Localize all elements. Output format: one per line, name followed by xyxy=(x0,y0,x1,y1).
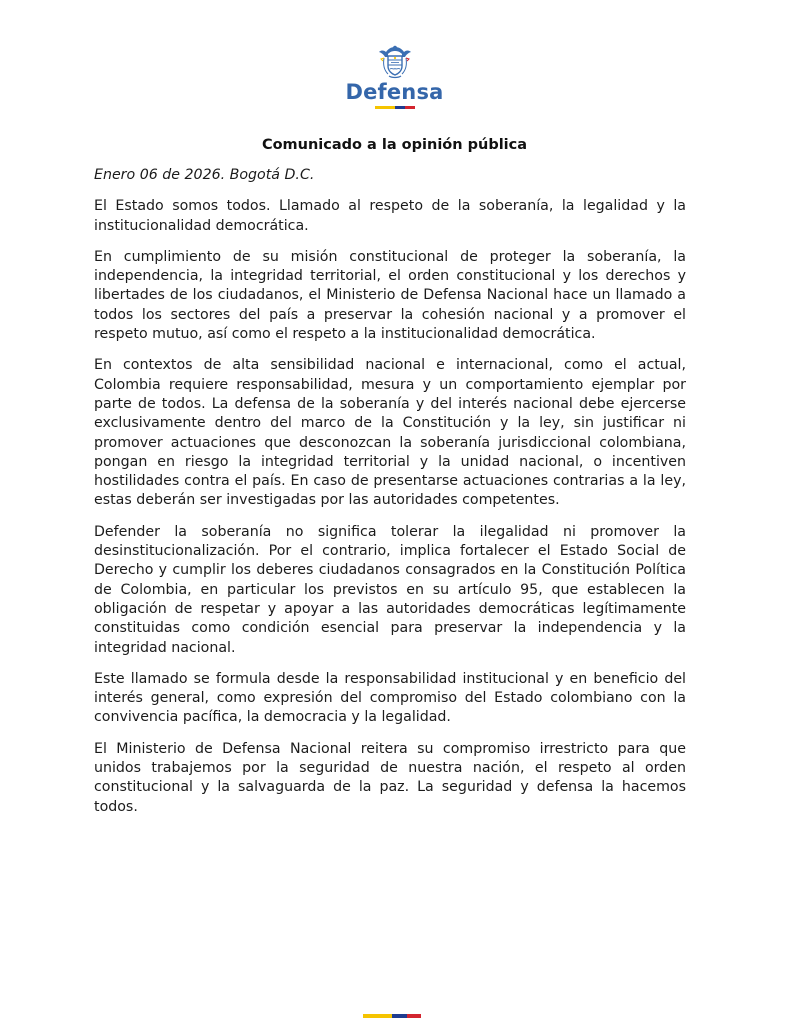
paragraph-2: En cumplimiento de su misión constitucional de proteger la soberanía, la independencia, la integridad territorial, el orden constitucional y los derechos y libertades de los ciudadanos, el Ministerio de Defensa Nacional hace un llamado a todos los sectores del país a preservar la cohesión nacional y a promover el respeto mutuo, así como el respeto a la institucionalidad democrática. xyxy=(94,248,686,343)
date-line: Enero 06 de 2026. Bogotá D.C. xyxy=(94,167,315,183)
paragraph-6: El Ministerio de Defensa Nacional reitera su compromiso irrestricto para que unidos trabajemos por la seguridad de nuestra nación, el respeto al orden constitucional y la salvaguarda de la paz. La seguridad y defensa la hacemos todos. xyxy=(94,740,686,815)
footer-flag-red xyxy=(407,1014,422,1018)
coat-of-arms-icon xyxy=(378,44,412,80)
paragraph-4: Defender la soberanía no significa tolerar la ilegalidad ni promover la desinstitucionalización. Por el contrario, implica fortalecer el Estado Social de Derecho y cumplir los deberes ciudadanos consagrados en la Constitución Política de Colombia, en particular los previstos en su artículo 95, que establecen la obligación de respetar y apoyar a las autoridades democráticas legítimamente constituidas como condición esencial para preservar la independencia y la integridad nacional. xyxy=(94,523,686,656)
paragraph-3: En contextos de alta sensibilidad nacional e internacional, como el actual, Colombia requiere responsabilidad, mesura y un comportamiento ejemplar por parte de todos. La defensa de la soberanía y del interés nacional debe ejercerse exclusivamente dentro del marco de la Constitución y la ley, sin justificar ni promover actuaciones que desconozcan la soberanía jurisdiccional colombiana, pongan en riesgo la integridad territorial y la unidad nacional, o incentiven hostilidades contra el país. En caso de presentarse actuaciones contrarias a la ley, estas deberán ser investigadas por las autoridades competentes. xyxy=(94,357,686,509)
colombia-flag-stripe xyxy=(375,106,415,109)
document-title: Comunicado a la opinión pública xyxy=(261,137,528,153)
paragraph-1: El Estado somos todos. Llamado al respeto de la soberanía, la legalidad y la institucionalidad democrática. xyxy=(94,198,686,234)
document-body xyxy=(94,166,686,829)
footer-flag-stripe xyxy=(363,1014,421,1018)
flag-red-stripe xyxy=(405,106,415,109)
ministry-logo xyxy=(0,44,789,109)
footer-flag-yellow xyxy=(363,1014,392,1018)
flag-blue-stripe xyxy=(395,106,405,109)
paragraph-5: Este llamado se formula desde la responsabilidad institucional y en beneficio del interés general, como expresión del compromiso del Estado colombiano con la convivencia pacífica, la democracia y la legalidad. xyxy=(94,670,686,726)
ministry-brand-name: Defensa xyxy=(345,80,444,104)
flag-yellow-stripe xyxy=(375,106,395,109)
footer-flag-blue xyxy=(392,1014,407,1018)
